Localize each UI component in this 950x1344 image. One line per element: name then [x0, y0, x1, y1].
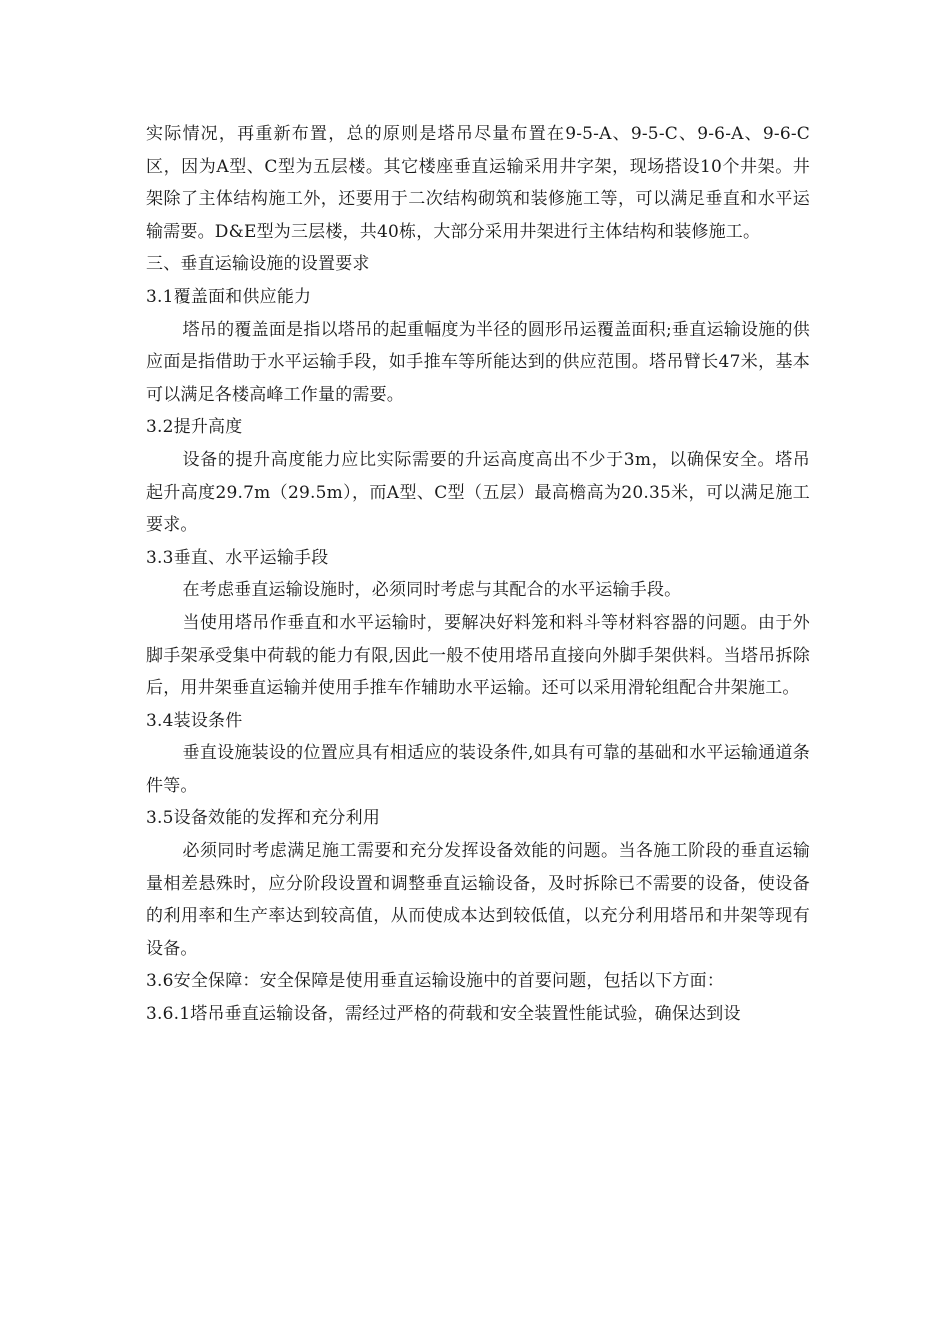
subheading-3-5: 3.5设备效能的发挥和充分利用 — [146, 808, 381, 829]
subheading-3-6: 3.6安全保障：安全保障是使用垂直运输设施中的首要问题，包括以下方面： — [146, 971, 725, 992]
paragraph-site-layout: 实际情况，再重新布置，总的原则是塔吊尽量布置在9-5-A、9-5-C、9-6-A、9-6-C区，因为A型、C型为五层楼。其它楼座垂直运输采用井字架，现场搭设10个井架。井架除了主体结构施工外，还要用于二次结构砌筑和装修施工等，可以满足垂直和水平运输需要。D&E型为三层楼，共40栋，大部分采用井架进行主体结构和装修施工。 — [146, 124, 810, 242]
paragraph-transport-2: 当使用塔吊作垂直和水平运输时，要解决好料笼和料斗等材料容器的问题。由于外脚手架承受集中荷载的能力有限,因此一般不使用塔吊直接向外脚手架供料。当塔吊拆除后，用井架垂直运输并使用手推车作辅助水平运输。还可以采用滑轮组配合井架施工。 — [146, 612, 810, 699]
document-body — [146, 118, 810, 1031]
subheading-3-3: 3.3垂直、水平运输手段 — [146, 547, 329, 568]
paragraph-coverage: 塔吊的覆盖面是指以塔吊的起重幅度为半径的圆形吊运覆盖面积;垂直运输设施的供应面是指借助于水平运输手段，如手推车等所能达到的供应范围。塔吊臂长47米，基本可以满足各楼高峰工作量的需要。 — [146, 319, 810, 405]
paragraph-lift-height: 设备的提升高度能力应比实际需要的升运高度高出不少于3m，以确保安全。塔吊起升高度29.7m（29.5m），而A型、C型（五层）最高檐高为20.35米，可以满足施工要求。 — [146, 449, 810, 536]
paragraph-3-6-1: 3.6.1塔吊垂直运输设备，需经过严格的荷载和安全装置性能试验，确保达到设 — [146, 1004, 741, 1025]
subheading-3-4: 3.4装设条件 — [146, 710, 243, 731]
paragraph-efficiency: 必须同时考虑满足施工需要和充分发挥设备效能的问题。当各施工阶段的垂直运输量相差悬殊时，应分阶段设置和调整垂直运输设备，及时拆除已不需要的设备，使设备的利用率和生产率达到较高值，从而使成本达到较低值，以充分利用塔吊和井架等现有设备。 — [146, 841, 810, 959]
subheading-3-2: 3.2提升高度 — [146, 417, 243, 438]
paragraph-transport-1: 在考虑垂直运输设施时，必须同时考虑与其配合的水平运输手段。 — [182, 580, 682, 601]
subheading-3-1: 3.1覆盖面和供应能力 — [146, 286, 312, 307]
section-heading-3: 三、垂直运输设施的设置要求 — [146, 254, 370, 275]
paragraph-installation: 垂直设施装设的位置应具有相适应的装设条件,如具有可靠的基础和水平运输通道条件等。 — [146, 743, 810, 796]
